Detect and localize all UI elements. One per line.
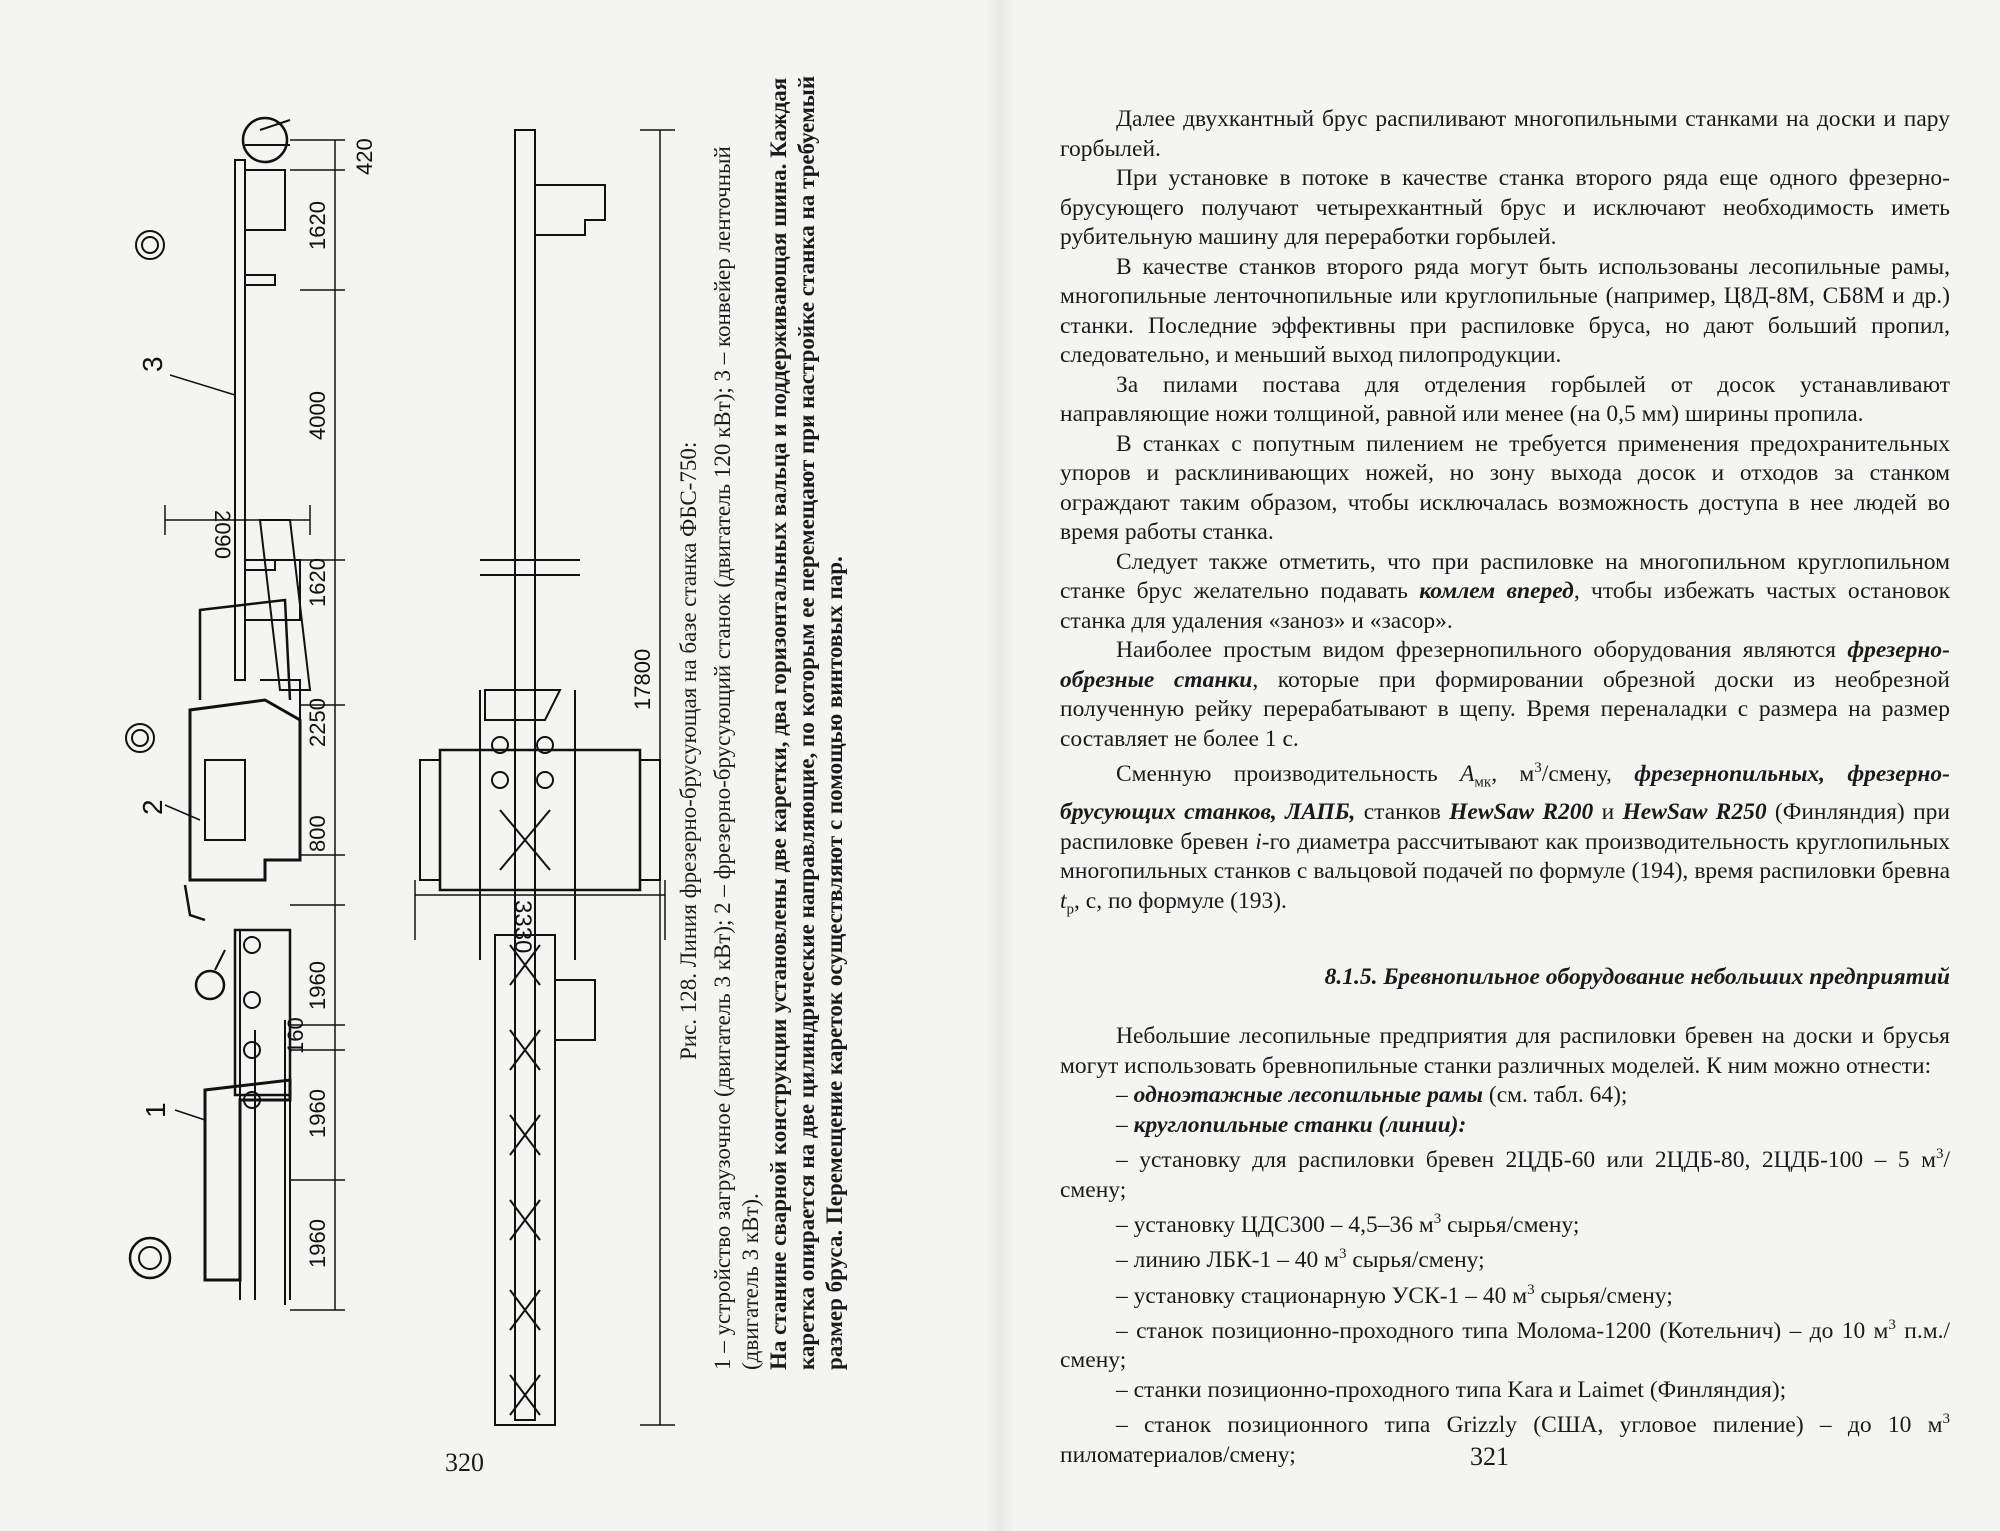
paragraph: Далее двухкантный брус распиливают многопильными станками на доски и пару горбылей. <box>1060 106 1950 162</box>
emphasis: одноэтажные лесопильные рамы <box>1133 1082 1483 1109</box>
list-item <box>1060 1276 1950 1311</box>
text-run: Сменную производительность <box>1116 760 1461 787</box>
dim-4000: 4000 <box>305 391 330 440</box>
text-run: – станок позиционно-проходного типа Молома-1200 (Котельнич) – до 10 м <box>1116 1317 1889 1344</box>
subscript: мк <box>1474 774 1492 791</box>
list-item <box>1060 1240 1950 1275</box>
emphasis: HewSaw R250 <box>1622 799 1767 826</box>
text-run: станков <box>1355 799 1450 826</box>
text-run: (см. табл. 64); <box>1483 1082 1628 1109</box>
figure-caption-note: На станине сварной конструкции установлены две каретки, два горизонтальных вальца и поддерживающая шина. Каждая каретка опирается на две цилиндрические направляющие, по которым ее перемещают при настройке станка на требуемый размер бруса. Перемещение кареток осуществляют с помощью винтовых пар. <box>766 75 847 1370</box>
text-run: (Финляндия) при распиловке бревен <box>1060 799 1950 855</box>
figure-caption-title: Рис. 128. Линия фрезерно-брусующая на базе станка ФБС-750: <box>676 441 701 1060</box>
paragraph: В станках с попутным пилением не требуется применения предохранительных упоров и расклинивающих ножей, но зону выхода досок и отходов за станком ограждают таким образом, чтобы исключалась возможность доступа в нее людей во время работы станка. <box>1060 430 1950 545</box>
section-heading: 8.1.5. Бревнопильное оборудование небольших предприятий <box>1324 963 1950 990</box>
page-number-left: 320 <box>445 1448 484 1477</box>
paragraph: При установке в потоке в качестве станка второго ряда еще одного фрезерно-брусующего получают четырехкантный брус и исключают необходимость иметь рубительную машину для переработки горбылей. <box>1060 165 1950 250</box>
emphasis: фрезерно-обрезные станки <box>1060 637 1950 693</box>
text-run: /смену; <box>1060 1147 1950 1203</box>
text-run: – установку для распиловки бревен 2ЦДБ-60 или 2ЦДБ-80, 2ЦДБ-100 – 5 м <box>1116 1147 1936 1174</box>
figure-caption-legend: 1 – устройство загрузочное (двигатель 3 кВт); 2 – фрезерно-брусующий станок (двигатель 120 кВт); 3 – конвейер ленточный (двигатель 3 кВт). <box>710 146 763 1370</box>
paragraph: Небольшие лесопильные предприятия для распиловки бревен на доски и брусья могут использовать бревнопильные станки различных моделей. К ним можно отнести: <box>1060 1023 1950 1079</box>
label-3: 3 <box>137 356 168 372</box>
emphasis: HewSaw R200 <box>1449 799 1594 826</box>
superscript: 3 <box>1433 1211 1442 1228</box>
list-item <box>1060 1111 1950 1141</box>
text-run: – станок позиционного типа Grizzly (США, угловое пиление) – до 10 м <box>1116 1412 1943 1439</box>
superscript: 3 <box>1527 1281 1535 1298</box>
text-run: , чтобы избежать частых остановок станка для удаления «заноз» и «засор». <box>1060 578 1950 634</box>
dim-1620-upper: 1620 <box>305 201 330 250</box>
dim-1960-middle: 1960 <box>305 1089 330 1138</box>
paragraph <box>1060 754 1950 925</box>
text-run: пиломатериалов/смену; <box>1060 1441 1296 1468</box>
superscript: 3 <box>1534 760 1542 776</box>
dim-800: 800 <box>305 815 330 852</box>
page-number-right: 321 <box>1470 1442 1509 1471</box>
text-run: и <box>1593 799 1623 826</box>
emphasis: комлем вперед <box>1419 578 1574 604</box>
dim-3330: 3330 <box>509 900 536 954</box>
text-run: – <box>1116 1082 1134 1109</box>
figure-caption <box>675 70 975 1370</box>
superscript: 3 <box>1888 1317 1896 1334</box>
dim-2090: 2090 <box>210 510 235 559</box>
text-run: сырья/смену; <box>1346 1247 1485 1274</box>
list-item <box>1060 1081 1950 1111</box>
belt-conveyor <box>235 160 245 680</box>
text-run: , м <box>1491 760 1535 787</box>
text-run: Следует также отметить, что при распиловке на многопильном круглопильном станке брус желательно подавать <box>1060 548 1950 604</box>
subscript: р <box>1066 901 1075 918</box>
text-run: п.м./смену; <box>1060 1317 1950 1374</box>
dim-17800: 17800 <box>630 648 655 710</box>
emphasis: фрезернопильных, фрезерно-брусующих станков, ЛАПБ, <box>1060 760 1951 826</box>
text-run: – линию ЛБК-1 – 40 м <box>1116 1247 1339 1274</box>
list-item <box>1060 1140 1950 1205</box>
label-1: 1 <box>140 1102 171 1118</box>
text-run: сырья/смену; <box>1441 1211 1580 1238</box>
dim-1620-lower: 1620 <box>305 558 330 607</box>
loading-device <box>205 1080 290 1280</box>
symbol: i <box>1255 828 1262 855</box>
text-run: – установку ЦДС300 – 4,5–36 м <box>1116 1211 1434 1238</box>
text-run: сырья/смену; <box>1534 1282 1673 1309</box>
dim-420: 420 <box>352 138 377 175</box>
superscript: 3 <box>1338 1246 1347 1263</box>
list-item <box>1060 1405 1950 1470</box>
symbol: А <box>1460 760 1475 787</box>
list-item <box>1060 1311 1950 1376</box>
paragraph: В качестве станков второго ряда могут быть использованы лесопильные рамы, многопильные ленточнопильные или круглопильные (например, Ц8Д-8М, СБ8М и др.) станки. Последние эффективны при распиловке бруса, но дают больший пропил, следовательно, и меньший выход пилопродукции. <box>1060 253 1950 368</box>
figure-128-drawing <box>0 0 700 1450</box>
paragraph <box>1060 548 1950 637</box>
text-run: -го диаметра рассчитывают как производительность круглопильных многопильных станков с вальцовой подачей по формуле (194), время распиловки бревна <box>1060 828 1950 885</box>
dim-1960-bottom: 1960 <box>305 1219 330 1268</box>
label-2: 2 <box>137 799 168 815</box>
text-run: , с, по формуле (193). <box>1074 887 1287 914</box>
superscript: 3 <box>1935 1146 1944 1163</box>
list-item <box>1060 1205 1950 1240</box>
list-item: – станки позиционно-проходного типа Kara и Laimet (Финляндия); <box>1116 1376 1787 1403</box>
paragraph: За пилами постава для отделения горбылей от досок устанавливают направляющие ножи толщиной, равной или менее (на 0,5 мм) ширины пропила. <box>1060 371 1950 427</box>
dim-1960-top: 1960 <box>305 961 330 1010</box>
text-run: Наиболее простым видом фрезернопильного оборудования являются <box>1116 637 1848 663</box>
paragraph <box>1060 636 1950 754</box>
text-run: , которые при формировании обрезной доски из необрезной полученную рейку перерабатывают в щепу. Время переналадки с размера на размер составляет не более 1 с. <box>1060 666 1950 752</box>
symbol: t <box>1060 887 1067 914</box>
right-page-body <box>1060 105 1950 1470</box>
text-run: – <box>1116 1111 1134 1138</box>
dim-2250: 2250 <box>305 698 330 747</box>
text-run: – установку стационарную УСК-1 – 40 м <box>1116 1282 1528 1309</box>
emphasis: круглопильные станки (линии): <box>1133 1111 1467 1138</box>
dim-160: 160 <box>283 1017 308 1054</box>
superscript: 3 <box>1942 1411 1950 1428</box>
text-run: /смену, <box>1541 760 1635 787</box>
